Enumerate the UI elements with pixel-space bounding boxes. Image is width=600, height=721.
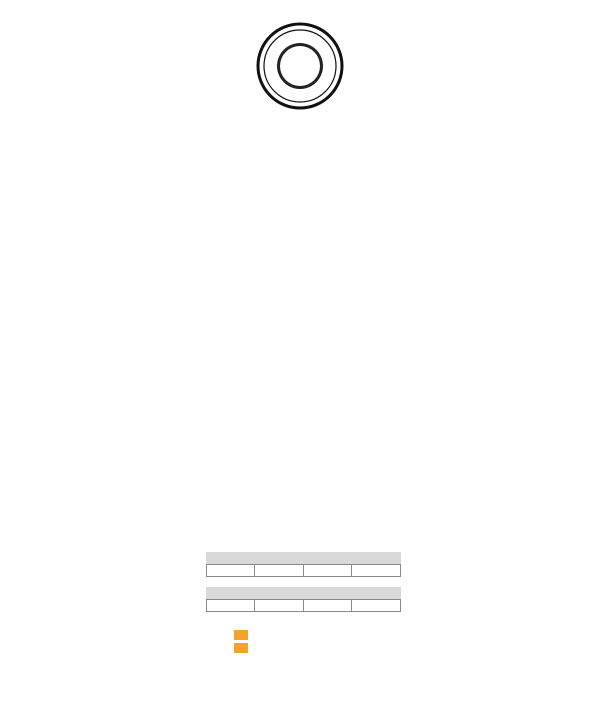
nine-weeks-title — [206, 552, 401, 564]
nine-weeks-date — [304, 565, 352, 576]
nine-weeks-date — [255, 565, 303, 576]
report-card-title — [206, 587, 401, 599]
report-card-date — [304, 600, 352, 611]
report-card-date — [352, 600, 400, 611]
nine-weeks-date — [207, 565, 255, 576]
report-card-date — [207, 600, 255, 611]
tcap-swatch — [234, 630, 248, 640]
county-seal-icon — [256, 22, 344, 110]
report-card-table — [206, 587, 401, 612]
report-card-date — [255, 600, 303, 611]
nine-weeks-date — [352, 565, 400, 576]
tcap-swatch — [234, 643, 248, 653]
nine-weeks-table — [206, 552, 401, 577]
